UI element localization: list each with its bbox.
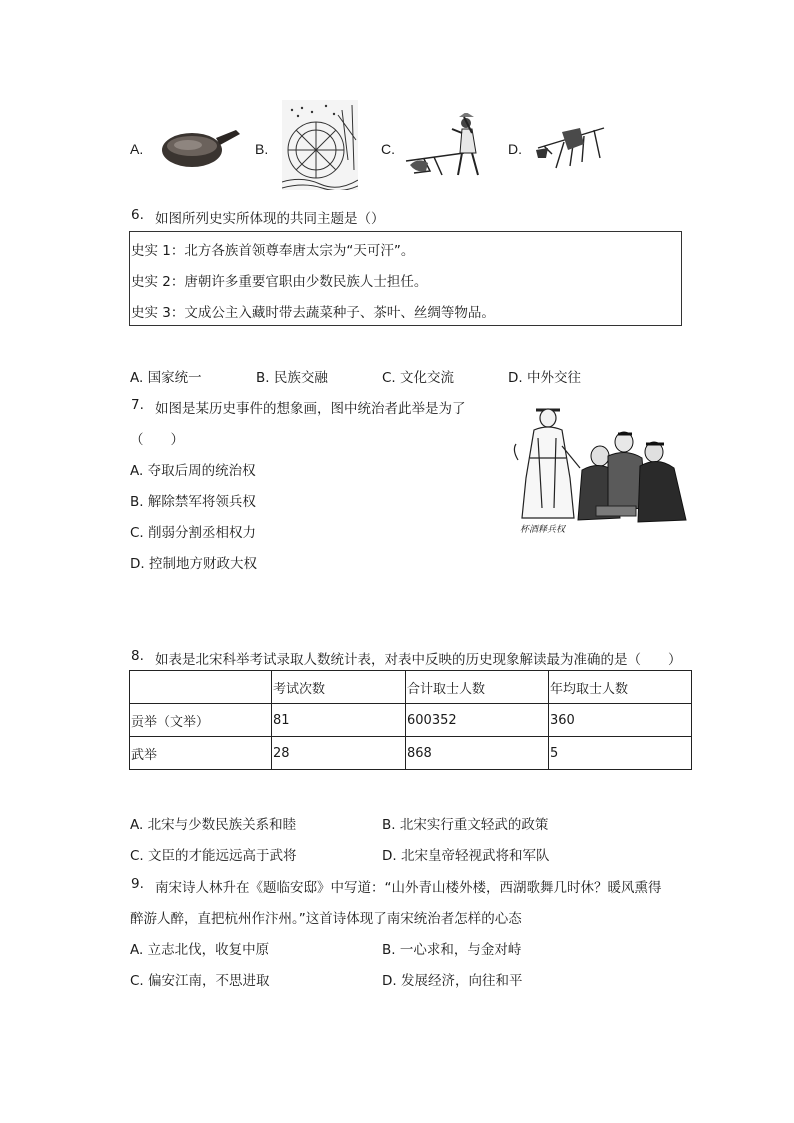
q6-fact-3: 史实 3：文成公主入藏时带去蔬菜种子、茶叶、丝绸等物品。 <box>131 305 495 321</box>
q8-number: 8. <box>131 648 144 664</box>
q5-option-a-letter: A. <box>130 141 144 157</box>
q8-option-d[interactable]: D. 北宋皇帝轻视武将和军队 <box>382 848 550 864</box>
q7-option-d[interactable]: D. 控制地方财政大权 <box>130 556 257 572</box>
q7-image-caption: 杯酒释兵权 <box>520 525 566 535</box>
water-wheel-icon <box>282 100 358 190</box>
q6-option-c[interactable]: C. 文化交流 <box>382 370 455 386</box>
seed-drill-icon <box>534 118 608 180</box>
table-row <box>130 737 692 770</box>
table-header-cell: 年均取士人数 <box>549 671 692 704</box>
q9-option-c[interactable]: C. 偏安江南，不思进取 <box>130 973 270 989</box>
table-header-cell: 合计取士人数 <box>406 671 549 704</box>
q9-option-a[interactable]: A. 立志北伐，收复中原 <box>130 942 270 958</box>
q7-stem: 如图是某历史事件的想象画，图中统治者此举是为了 <box>155 401 466 417</box>
q6-facts-box <box>129 231 682 326</box>
q7-answer-blank: （ ） <box>130 432 184 448</box>
q6-option-a[interactable]: A. 国家统一 <box>130 370 202 386</box>
q8-option-a[interactable]: A. 北宋与少数民族关系和睦 <box>130 817 297 833</box>
q7-option-b[interactable]: B. 解除禁军将领兵权 <box>130 494 256 510</box>
q9-stem-line-2: 醉游人醉，直把杭州作汴州。”这首诗体现了南宋统治者怎样的心态 <box>130 911 522 927</box>
q8-option-b[interactable]: B. 北宋实行重文轻武的政策 <box>382 817 549 833</box>
table-header-row <box>130 671 692 704</box>
q5-option-d-letter: D. <box>508 141 522 157</box>
q6-stem: 如图所列史实所体现的共同主题是（） <box>155 211 385 227</box>
wooden-scoop-tool-icon <box>158 118 242 176</box>
table-cell: 360 <box>549 704 692 737</box>
table-cell: 600352 <box>406 704 549 737</box>
q7-option-a[interactable]: A. 夺取后周的统治权 <box>130 463 256 479</box>
farmer-plough-icon <box>404 113 494 183</box>
q8-option-c[interactable]: C. 文臣的才能远远高于武将 <box>130 848 297 864</box>
q9-stem-line-1: 南宋诗人林升在《题临安邸》中写道：“山外青山楼外楼，西湖歌舞几时休？暖风熏得 <box>155 880 662 896</box>
q5-option-c-letter: C. <box>381 141 395 157</box>
q6-option-d[interactable]: D. 中外交往 <box>508 370 581 386</box>
q8-stem: 如表是北宋科举考试录取人数统计表，对表中反映的历史现象解读最为准确的是（ ） <box>155 652 682 668</box>
q6-number: 6. <box>131 207 144 223</box>
q8-data-table <box>129 670 692 770</box>
table-cell: 武举 <box>130 737 272 770</box>
table-cell: 28 <box>272 737 406 770</box>
q9-option-d[interactable]: D. 发展经济，向往和平 <box>382 973 523 989</box>
q9-option-b[interactable]: B. 一心求和，与金对峙 <box>382 942 522 958</box>
table-cell: 868 <box>406 737 549 770</box>
q6-fact-2: 史实 2：唐朝许多重要官职由少数民族人士担任。 <box>131 274 428 290</box>
q7-number: 7. <box>131 397 144 413</box>
table-cell: 81 <box>272 704 406 737</box>
table-header-cell: 考试次数 <box>272 671 406 704</box>
q7-option-c[interactable]: C. 削弱分割丞相权力 <box>130 525 257 541</box>
table-row <box>130 704 692 737</box>
q6-fact-1: 史实 1：北方各族首领尊奉唐太宗为“天可汗”。 <box>131 243 415 259</box>
q9-number: 9. <box>131 876 144 892</box>
q6-option-b[interactable]: B. 民族交融 <box>256 370 328 386</box>
table-cell: 贡举（文举） <box>130 704 272 737</box>
table-cell: 5 <box>549 737 692 770</box>
table-header-cell <box>130 671 272 704</box>
q5-option-b-letter: B. <box>255 141 269 157</box>
